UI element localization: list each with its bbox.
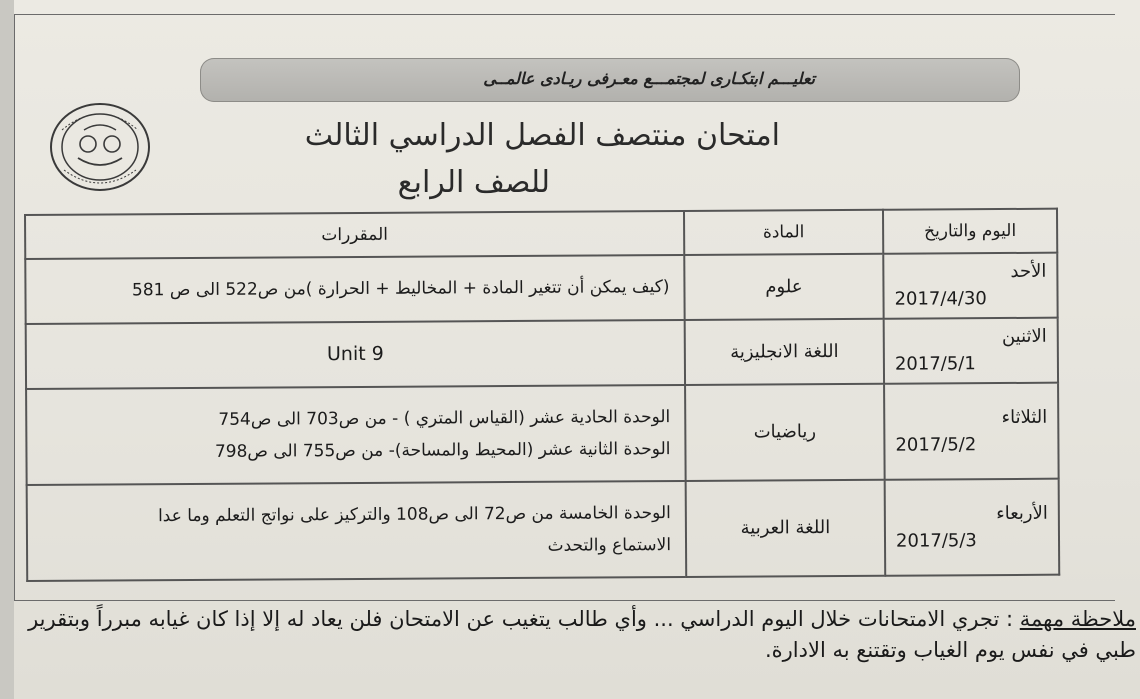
- subject-cell: اللغة الانجليزية: [685, 319, 884, 385]
- table-header-row: [25, 209, 1057, 259]
- header-subject: المادة: [684, 210, 883, 255]
- table-row: [26, 382, 1059, 484]
- subject-cell: علوم: [684, 254, 883, 320]
- curriculum-line: الوحدة الثانية عشر (المحيط والمساحة)- من ص755 الى ص798: [214, 438, 671, 462]
- header-day: اليوم والتاريخ: [883, 209, 1057, 254]
- curriculum-cell: [26, 385, 686, 485]
- curriculum-cell: [26, 320, 685, 389]
- curriculum-line: الوحدة الخامسة من ص72 الى ص108 والتركيز على نواتج التعلم وما عدا: [157, 502, 671, 527]
- table-row: [26, 318, 1058, 389]
- day-name: الاثنين: [1001, 326, 1047, 348]
- subject-cell: رياضيات: [685, 384, 885, 481]
- exam-title: امتحان منتصف الفصل الدراسي الثالث: [304, 118, 780, 153]
- day-name: الأحد: [1010, 261, 1047, 283]
- table-row: [27, 479, 1060, 581]
- note-label: ملاحظة مهمة: [1019, 607, 1136, 631]
- subject-cell: اللغة العربية: [686, 480, 886, 577]
- curriculum-cell: [27, 481, 687, 581]
- grade-title: للصف الرابع: [397, 165, 550, 200]
- curriculum-line: الوحدة الحادية عشر (القياس المتري ) - من ص703 الى ص754: [218, 406, 671, 430]
- day-cell: [883, 253, 1057, 319]
- school-seal-icon: [48, 100, 152, 194]
- day-cell: [885, 479, 1060, 576]
- scan-edge: [0, 0, 14, 699]
- curriculum-line: Unit 9: [326, 343, 384, 366]
- exam-date: 2017/5/2: [895, 434, 977, 456]
- curriculum-line: (كيف يمكن أن تتغير المادة + المخاليط + الحرارة )من ص522 الى ص 581: [131, 277, 670, 301]
- important-note: [0, 604, 1140, 666]
- exam-date: 2017/5/1: [894, 353, 976, 376]
- day-name: الثلاثاء: [1001, 406, 1048, 428]
- motto-banner: [200, 58, 1020, 102]
- exam-schedule-table: [24, 208, 1060, 582]
- day-cell: [884, 382, 1059, 479]
- note-text: : تجري الامتحانات خلال اليوم الدراسي ... وأي طالب يتغيب عن الامتحان فلن يعاد له إلا إذا كان غيابه مبرراً وبتقرير طبي في نفس يوم الغياب وتقتنع به الادارة.: [28, 607, 1136, 662]
- curriculum-line: الاستماع والتحدث: [547, 534, 672, 556]
- table-row: [25, 253, 1057, 324]
- header-curriculum: المقررات: [25, 211, 684, 259]
- day-cell: [884, 318, 1058, 384]
- curriculum-cell: [25, 255, 684, 324]
- motto-text: تعليـــم ابتكـارى لمجتمـــع معـرفى ريـادى عالمــى: [483, 69, 815, 88]
- exam-date: 2017/5/3: [895, 530, 977, 552]
- exam-date: 2017/4/30: [894, 288, 987, 311]
- day-name: الأربعاء: [996, 502, 1048, 525]
